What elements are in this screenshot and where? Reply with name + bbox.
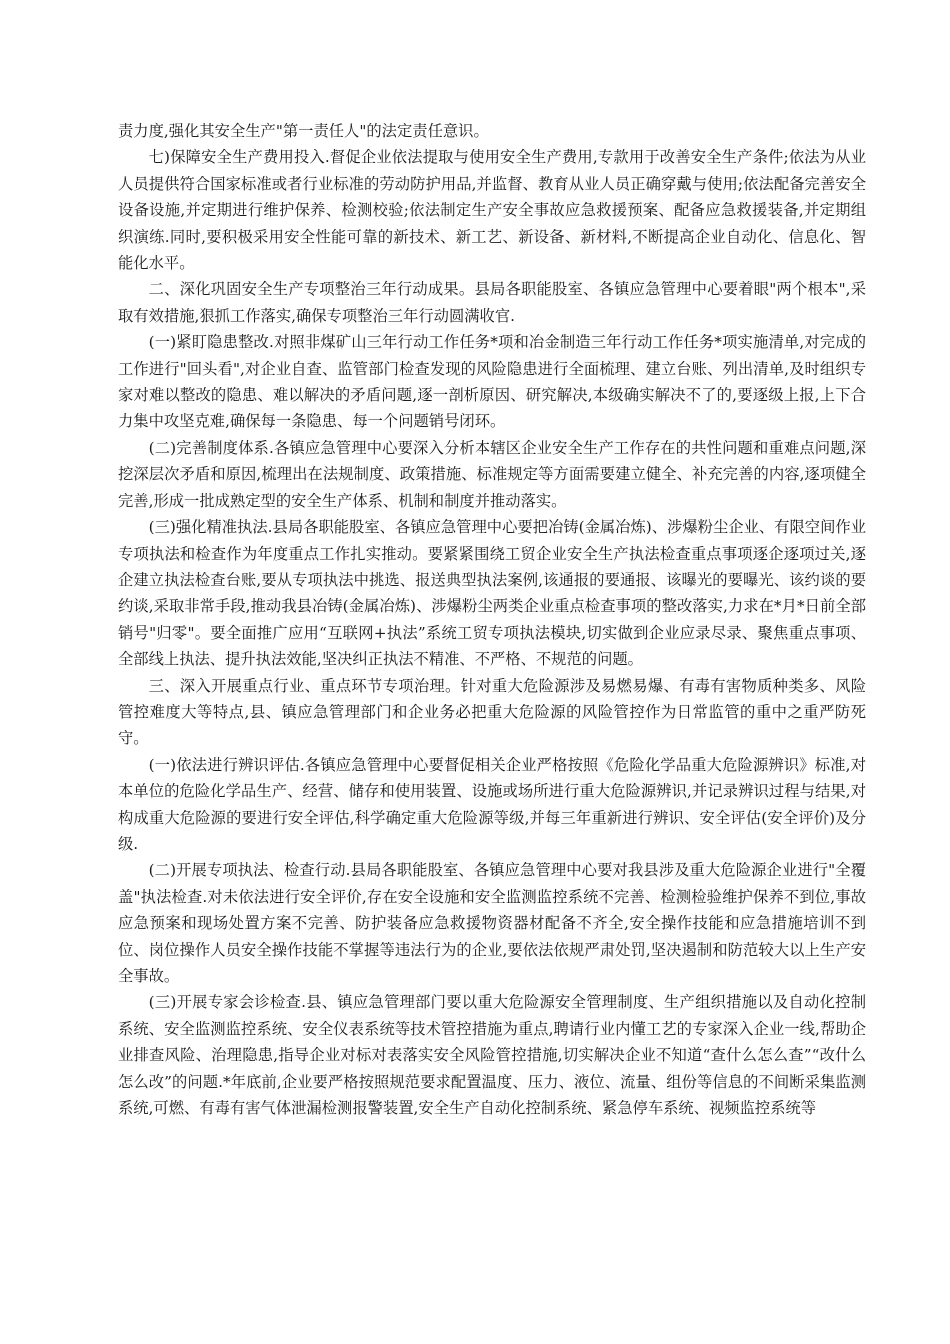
paragraph-3: 二、深化巩固安全生产专项整治三年行动成果。县局各职能股室、各镇应急管理中心要着眼"两个根本",采取有效措施,狠抓工作落实,确保专项整治三年行动圆满收官. <box>118 280 866 325</box>
document-page <box>118 118 866 1121</box>
paragraph-5: (二)完善制度体系.各镇应急管理中心要深入分析本辖区企业安全生产工作存在的共性问题和重难点问题,深挖深层次矛盾和原因,梳理出在法规制度、政策措施、标准规定等方面需要建立健全、补充完善的内容,逐项健全完善,形成一批成熟定型的安全生产体系、机制和制度并推动落实。 <box>118 438 866 510</box>
paragraph-2: 七)保障安全生产费用投入.督促企业依法提取与使用安全生产费用,专款用于改善安全生产条件;依法为从业人员提供符合国家标准或者行业标准的劳动防护用品,并监督、教育从业人员正确穿戴与使用;依法配备完善安全设备设施,并定期进行维护保养、检测校验;依法制定生产安全事故应急救援预案、配备应急救援装备,并定期组织演练.同时,要积极采用安全性能可靠的新技术、新工艺、新设备、新材料,不断提高企业自动化、信息化、智能化水平。 <box>118 148 866 273</box>
paragraph-9: (二)开展专项执法、检查行动.县局各职能股室、各镇应急管理中心要对我县涉及重大危险源企业进行"全覆盖"执法检查.对未依法进行安全评价,存在安全设施和安全监测监控系统不完善、检测检验维护保养不到位,事故应急预案和现场处置方案不完善、防护装备应急救援物资器材配备不齐全,安全操作技能和应急措施培训不到位、岗位操作人员安全操作技能不掌握等违法行为的企业,要依法依规严肃处罚,坚决遏制和防范较大以上生产安全事故。 <box>118 861 866 985</box>
paragraph-6: (三)强化精准执法.县局各职能股室、各镇应急管理中心要把冶铸(金属冶炼)、涉爆粉尘企业、有限空间作业专项执法和检查作为年度重点工作扎实推动。要紧紧围绕工贸企业安全生产执法检查重点事项逐企逐项过关,逐企建立执法检查台账,要从专项执法中挑选、报送典型执法案例,该通报的要通报、该曝光的要曝光、该约谈的要约谈,采取非常手段,推动我县冶铸(金属冶炼)、涉爆粉尘两类企业重点检查事项的整改落实,力求在*月*日前全部销号"归零"。要全面推广应用“互联网+执法”系统工贸专项执法模块,切实做到企业应录尽录、聚焦重点事项、全部线上执法、提升执法效能,坚决纠正执法不精准、不严格、不规范的问题。 <box>118 518 866 669</box>
paragraph-7: 三、深入开展重点行业、重点环节专项治理。针对重大危险源涉及易燃易爆、有毒有害物质种类多、风险管控难度大等特点,县、镇应急管理部门和企业务必把重大危险源的风险管控作为日常监管的重中之重严防死守。 <box>118 676 866 748</box>
paragraph-4: (一)紧盯隐患整改.对照非煤矿山三年行动工作任务*项和冶金制造三年行动工作任务*项实施清单,对完成的工作进行"回头看",对企业自查、监管部门检查发现的风险隐患进行全面梳理、建立台账、列出清单,及时组织专家对难以整改的隐患、难以解决的矛盾问题,逐一剖析原因、研究解决,本级确实解决不了的,要逐级上报,上下合力集中攻坚克难,确保每一条隐患、每一个问题销号闭环。 <box>118 333 866 431</box>
paragraph-1: 责力度,强化其安全生产"第一责任人"的法定责任意识。 <box>118 122 489 140</box>
paragraph-8: (一)依法进行辨识评估.各镇应急管理中心要督促相关企业严格按照《危险化学品重大危险源辨识》标准,对本单位的危险化学品生产、经营、储存和使用装置、设施或场所进行重大危险源辨识,并记录辨识过程与结果,对构成重大危险源的要进行安全评估,科学确定重大危险源等级,并每三年重新进行辨识、安全评估(安全评价)及分级. <box>118 755 866 853</box>
paragraph-10: (三)开展专家会诊检查.县、镇应急管理部门要以重大危险源安全管理制度、生产组织措施以及自动化控制系统、安全监测监控系统、安全仪表系统等技术管控措施为重点,聘请行业内懂工艺的专家深入企业一线,帮助企业排查风险、治理隐患,指导企业对标对表落实安全风险管控措施,切实解决企业不知道“查什么怎么查”“改什么怎么改”的问题.*年底前,企业要严格按照规范要求配置温度、压力、液位、流量、组份等信息的不间断采集监测系统,可燃、有毒有害气体泄漏检测报警装置,安全生产自动化控制系统、紧急停车系统、视频监控系统等 <box>118 993 866 1118</box>
